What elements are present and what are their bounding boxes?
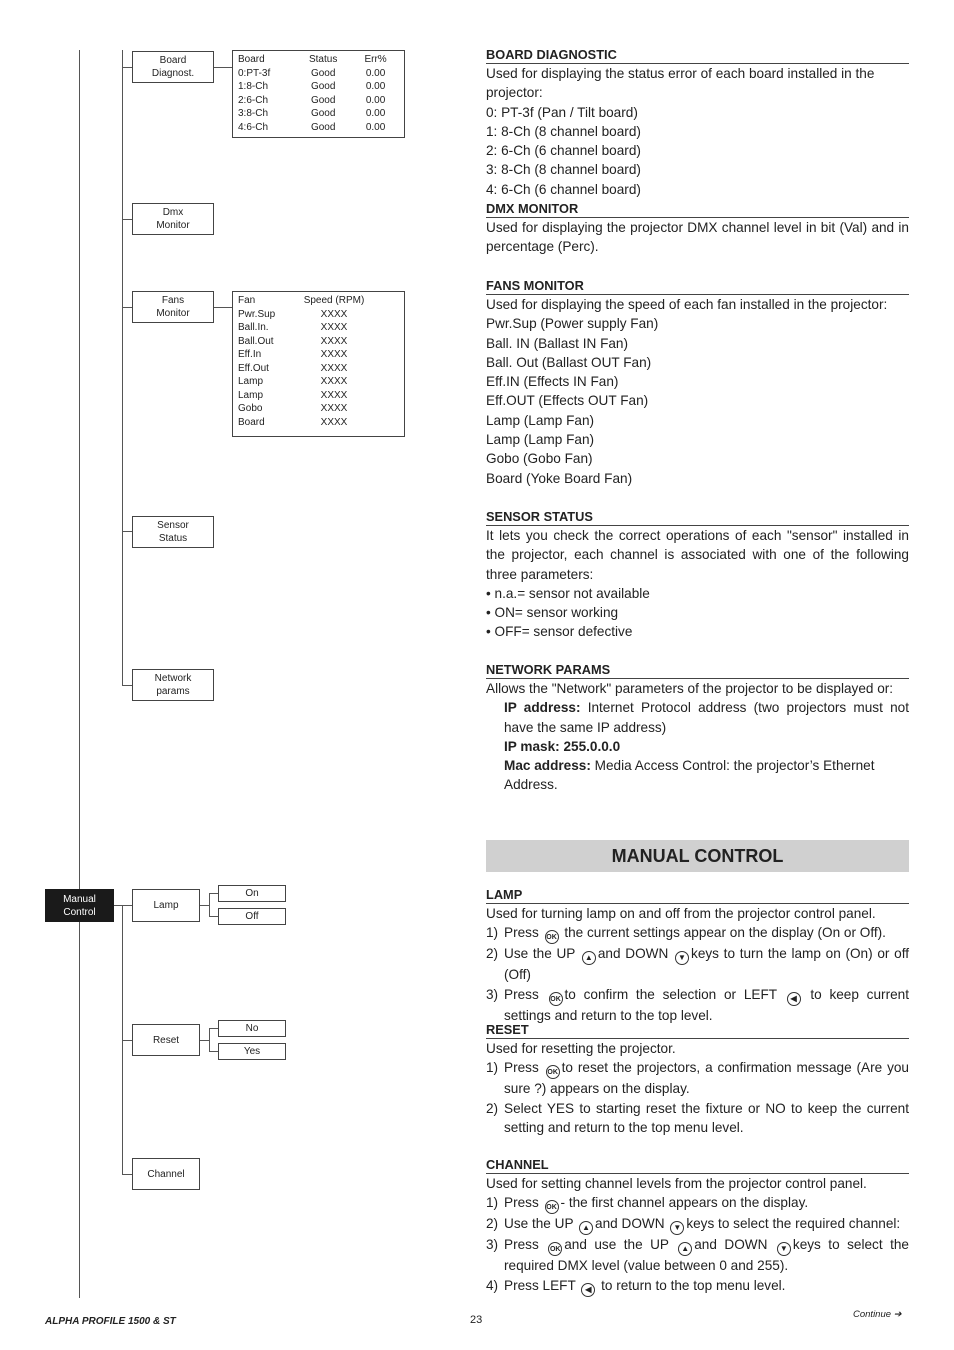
display-cell: 0.00 [365,108,386,119]
reset-options-branch [209,1028,210,1051]
display-cell: XXXX [320,335,348,347]
ip-mask-item: IP mask: 255.0.0.0 [504,738,621,754]
fans-monitor-display [232,291,405,437]
display-cell: 4:6-Ch [238,121,269,133]
step-text: Press [504,925,539,941]
connector-reset [122,1040,132,1041]
step-item [486,1058,909,1098]
text-paragraph: Used for setting channel levels from the projector control panel. [486,1176,867,1191]
manual-control-banner: MANUAL CONTROL [486,840,909,872]
step-item [486,1193,909,1214]
step-text: to keep current settings and return to the top level. [504,986,909,1023]
connector-channel [122,1174,132,1175]
text-paragraph: It lets you check the correct operations of each "sensor" installed in the projector, each channel is associated with one of the following three parameters: [486,528,909,582]
display-header: Speed (RPM) [303,295,365,306]
ip-address-item [486,698,909,737]
bullet-item: • ON= sensor working [486,605,619,621]
step-text: - the first channel appears on the display. [560,1195,809,1211]
display-row [238,121,399,135]
section-heading: DMX MONITOR [486,201,909,218]
section-heading: NETWORK PARAMS [486,662,909,679]
footer-product-title: ALPHA PROFILE 1500 & ST [45,1316,176,1327]
reset-no-connector [209,1028,218,1029]
ok-icon: OK [546,1065,560,1079]
option-no[interactable]: No [218,1020,286,1037]
menu-label: Reset [152,1034,180,1046]
section-channel [486,1157,909,1297]
text-line: Board (Yoke Board Fan) [486,470,633,486]
display-cell: Good [310,108,336,119]
display-cell: XXXX [320,416,348,428]
display-cell: XXXX [320,308,348,320]
menu-label: Network params [154,673,192,697]
step-item [486,1214,909,1235]
ok-icon: OK [548,1242,562,1256]
step-text: the current settings appear on the display (On or Off). [564,925,886,941]
display-cell: Pwr.Sup [238,308,276,320]
reset-connector [200,1040,209,1041]
display-header-row [238,294,399,308]
text-line: Used for displaying the speed of each fan installed in the projector: [486,297,888,312]
connector-network [122,685,132,686]
step-text: keys to turn the lamp on (On) or off (Off) [504,946,910,983]
display-cell: Eff.In [238,349,262,360]
menu-label: Sensor Status [157,520,189,544]
display-cell: Good [310,67,336,79]
section-fans-monitor [486,278,909,488]
section-heading: BOARD DIAGNOSTIC [486,47,909,64]
section-dmx-monitor [486,201,909,257]
display-cell: Ball.In. [238,322,269,333]
text-paragraph: Allows the "Network" parameters of the projector to be displayed or: [486,681,894,696]
step-item [486,1276,909,1297]
display-row [238,67,399,81]
term-text: Internet Protocol address (two projectors must not have the same IP address) [504,700,909,735]
display-cell: Good [310,121,336,133]
step-number: 1) [486,925,499,941]
step-text: Press [504,1195,539,1211]
board-diagnostic-display [232,50,405,138]
display-header: Status [308,54,338,65]
text-line: Lamp (Lamp Fan) [486,432,595,448]
step-item [486,985,909,1025]
bullet-item: • n.a.= sensor not available [486,585,650,601]
step-text: Use the UP [504,1216,574,1232]
display-cell: XXXX [320,376,348,387]
text-line: Ball. Out (Ballast OUT Fan) [486,354,652,370]
text-line: 3: 8-Ch (8 channel board) [486,162,641,178]
section-network-params [486,662,909,795]
display-header: Fan [238,295,256,306]
section-reset [486,1022,909,1137]
lamp-on-connector [209,893,218,894]
continue-label: Continue ➔ [853,1309,902,1320]
lamp-connector [200,905,209,906]
section-heading: RESET [486,1022,909,1039]
step-text: to reset the projectors, a confirmation message (Are you sure ?) appears on the display. [504,1060,909,1097]
display-cell: Lamp [238,376,264,387]
menu-network-params[interactable] [132,669,214,701]
mac-address-item [486,756,909,795]
display-row [238,94,399,108]
display-row [238,402,399,416]
text-line: 2: 6-Ch (6 channel board) [486,143,641,159]
text-paragraph: Used for displaying the projector DMX channel level in bit (Val) and in percentage (Perc). [486,220,909,255]
section-board-diagnostic [486,47,909,199]
term-label: Mac address: [504,758,591,774]
display-row [238,335,399,349]
display-cell: Gobo [238,403,263,414]
step-item [486,1235,909,1275]
step-text: and DOWN [597,946,669,962]
menu-label: Board Diagnost. [151,55,195,79]
text-line: 1: 8-Ch (8 channel board) [486,123,641,139]
display-cell: 3:8-Ch [238,108,269,119]
step-number: 2) [486,1100,499,1116]
step-text: Press LEFT [504,1277,576,1293]
text-line: 4: 6-Ch (6 channel board) [486,181,641,197]
step-number: 2) [486,946,499,962]
step-text: Press [504,986,539,1002]
up-arrow-icon: ▲ [582,951,596,965]
display-row [238,348,399,362]
display-row [238,308,399,322]
display-row [238,416,399,430]
connector-dmx [122,219,132,220]
display-cell: Ball.Out [238,335,274,347]
text-line: Gobo (Gobo Fan) [486,451,593,467]
step-number: 2) [486,1216,499,1232]
connector-board-display [213,67,232,68]
display-header: Err% [364,54,387,65]
menu-sensor-status[interactable] [132,516,214,548]
step-number: 4) [486,1277,499,1293]
display-header-row [238,53,399,67]
display-cell: 0.00 [365,121,386,133]
step-number: 1) [486,1060,499,1076]
menu-dmx-monitor[interactable] [132,203,214,235]
section-heading: CHANNEL [486,1157,909,1174]
display-cell: Lamp [238,389,264,401]
menu-label: Dmx Monitor [156,207,190,231]
display-cell: 0.00 [365,67,386,79]
display-cell: XXXX [320,322,348,333]
text-line: Eff.OUT (Effects OUT Fan) [486,393,649,409]
bullet-item: • OFF= sensor defective [486,624,633,640]
step-item [486,944,909,984]
step-number: 3) [486,986,499,1002]
text-paragraph: Used for resetting the projector. [486,1041,676,1056]
ok-icon: OK [545,1200,559,1214]
step-text: to return to the top menu level. [601,1277,786,1293]
step-text: to confirm the selection or LEFT [564,986,777,1002]
display-row [238,389,399,403]
display-cell: Good [310,94,336,106]
display-row [238,107,399,121]
display-cell: 0.00 [365,94,386,106]
down-arrow-icon: ▼ [675,951,689,965]
connector-fans [122,307,132,308]
display-cell: 0:PT-3f [238,67,271,79]
step-text: Select YES to starting reset the fixture or NO to keep the current setting and return to the top menu level. [504,1100,909,1135]
step-item [486,1099,909,1138]
display-cell: Good [310,81,336,92]
connector-manual [114,905,132,906]
display-cell: Board [238,416,265,428]
step-item [486,923,909,944]
step-text: and DOWN [694,1237,768,1253]
display-row [238,80,399,94]
display-cell: 2:6-Ch [238,94,269,106]
menu-label: Lamp [153,900,179,911]
tree-trunk [79,50,80,1298]
option-on[interactable]: On [218,885,286,902]
menu-fans-monitor[interactable] [132,291,214,323]
step-text: Press [504,1237,539,1253]
display-cell: XXXX [320,389,348,401]
menu-manual-control[interactable] [45,889,114,922]
text-line: Ball. IN (Ballast IN Fan) [486,335,629,351]
display-row [238,375,399,389]
section-heading: SENSOR STATUS [486,509,909,526]
display-row [238,321,399,335]
up-arrow-icon: ▲ [579,1221,593,1235]
section-lamp [486,887,909,1025]
tree-branch-upper [122,50,123,685]
menu-lamp[interactable] [132,889,200,922]
text-line: Used for displaying the status error of each board installed in the projector: [486,66,875,101]
page-number: 23 [470,1314,483,1326]
text-line: Eff.IN (Effects IN Fan) [486,374,619,390]
text-line: 0: PT-3f (Pan / Tilt board) [486,104,638,120]
ok-icon: OK [549,992,563,1006]
lamp-options-branch [209,893,210,916]
display-cell: 1:8-Ch [238,81,269,92]
term-text: Media Access Control: the projector’s Ethernet Address. [504,758,875,793]
menu-label: Channel [147,1168,185,1180]
down-arrow-icon: ▼ [777,1242,791,1256]
section-heading: LAMP [486,887,909,904]
display-cell: XXXX [320,362,348,374]
lamp-off-connector [209,916,218,917]
menu-reset[interactable] [132,1024,200,1056]
reset-yes-connector [209,1051,218,1052]
text-paragraph: Used for turning lamp on and off from the projector control panel. [486,906,876,921]
menu-board-diagnost[interactable] [132,51,214,83]
display-cell: XXXX [320,349,348,360]
section-sensor-status [486,509,909,642]
step-text: Use the UP [504,946,576,962]
menu-channel[interactable] [132,1158,200,1190]
display-cell: Eff.Out [238,362,269,374]
menu-label: Manual Control [63,893,96,918]
ok-icon: OK [545,930,559,944]
step-text: and DOWN [595,1216,665,1232]
step-text: keys to select the required channel: [686,1216,901,1232]
up-arrow-icon: ▲ [678,1242,692,1256]
display-header: Board [238,54,265,65]
display-cell: 0.00 [365,81,386,92]
term-label: IP address: [504,700,581,716]
step-number: 3) [486,1237,499,1253]
step-text: keys to select the required DMX level (value between 0 and 255). [504,1237,909,1274]
step-text: and use the UP [564,1237,669,1253]
connector-board [122,67,132,68]
left-arrow-icon: ◀ [787,992,801,1006]
section-heading: FANS MONITOR [486,278,909,295]
connector-fans-display [213,307,232,308]
option-off[interactable]: Off [218,908,286,925]
display-cell: XXXX [320,403,348,414]
menu-label: Fans Monitor [156,295,190,319]
left-arrow-icon: ◀ [581,1283,595,1297]
option-yes[interactable]: Yes [218,1043,286,1060]
step-text: Press [504,1060,539,1076]
down-arrow-icon: ▼ [670,1221,684,1235]
connector-sensor [122,531,132,532]
display-row [238,362,399,376]
text-line: Lamp (Lamp Fan) [486,412,595,428]
text-line: Pwr.Sup (Power supply Fan) [486,316,659,332]
step-number: 1) [486,1195,499,1211]
